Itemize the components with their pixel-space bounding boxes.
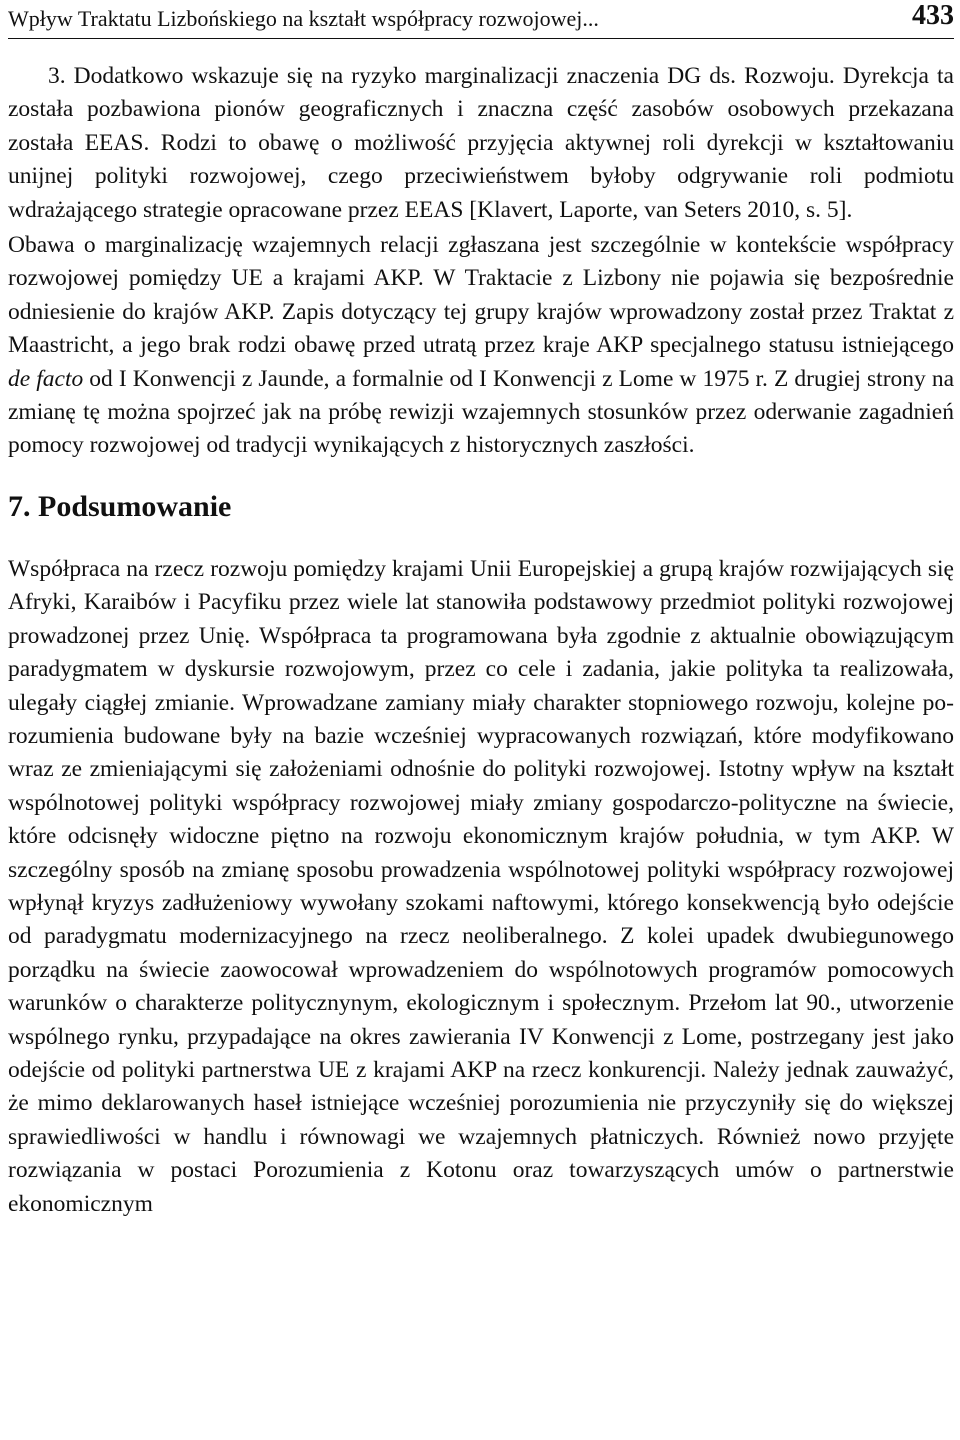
paragraph-text-continued: od I Konwencji z Jaunde, a formalnie od I Konwencji z Lome w 1975 r. Z drugiej strony na zmianę tę można spojrzeć jak na próbę rewizji wzajemnych stosunków przez oderwanie zagadnień pomocy rozwojowej od tradycji wynikających z historycznych zaszłości. bbox=[8, 365, 955, 459]
running-header bbox=[8, 0, 954, 39]
paragraph-point-3: 3. Dodatkowo wskazuje się na ryzyko marginalizacji znaczenia DG ds. Rozwoju. Dyrekcja ta została pozbawiona pionów geograficznych i znaczna część zasobów osobowych przekazana została EEAS. Rodzi to obawę o możliwość przyjęcia aktywnej roli dyrekcji w kształtowaniu unijnej polityki rozwojowej, czego przeciwieństwem byłoby odgrywanie roli podmiotu wdrażającego strategie opracowane przez EEAS [Klavert, Laporte, van Seters 2010, s. 5]. bbox=[8, 63, 954, 223]
document-page bbox=[8, 0, 954, 1440]
section-heading: 7. Podsumowanie bbox=[8, 489, 232, 523]
paragraph-text: Obawa o marginalizację wzajemnych relacji zgłaszana jest szczególnie w kontekście współpracy rozwojowej pomiędzy UE a krajami AKP. W Traktacie z Lizbony nie pojawia się bezpośrednie odniesienie do krajów AKP. Zapis dotyczący tej grupy krajów wprowadzony został przez Traktat z Maastricht, a jego brak rodzi obawę przed utratą przez kraje AKP specjalnego statusu istniejącego bbox=[8, 232, 954, 359]
section-summary bbox=[8, 553, 954, 1221]
body-text bbox=[8, 60, 954, 1221]
running-header-title: Wpływ Traktatu Lizbońskiego na kształt współpracy rozwojowej... bbox=[8, 6, 599, 31]
paragraph-summary: Współpraca na rzecz rozwoju pomiędzy krajami Unii Europejskiej a grupą krajów rozwijających się Afryki, Karaibów i Pacyfiku przez wiele lat stanowiła podstawowy przedmiot polityki rozwojowej prowadzonej przez Unię. Współpraca ta programowana była zgodnie z aktualnie obowiązującym paradygmatem w dyskursie rozwojowym, przez co cele i zadania, jakie polityka ta realizowała, ulegały ciągłej zmianie. Wprowadzane zamiany miały charakter stopniowego rozwoju, kolejne porozumienia budowane były na bazie wcześniej wypracowanych rozwiązań, które modyfikowano wraz ze zmieniającymi się założeniami odnośnie do polityki rozwojowej. Istotny wpływ na kształt wspólnotowej polityki współpracy rozwojowej miały zmiany gospodarczo-polityczne na świecie, które odcisnęły widoczne piętno na rozwoju ekonomicznym krajów południa, w tym AKP. W szczególny sposób na zmianę sposobu prowadzenia wspólnotowej polityki współpracy rozwojowej wpłynął kryzys zadłużeniowy wywołany szokami naftowymi, którego konsekwencją było odejście od paradygmatu modernizacyjnego na rzecz neoliberalnego. Z kolei upadek dwubiegunowego porządku na świecie zaowocował wprowadzeniem do wspólnotowych programów pomocowych warunków o charakterze politycznynym, ekologicznym i społecznym. Przełom lat 90., utworzenie wspólnego rynku, przypadające na okres zawierania IV Konwencji z Lome, postrzegany jest jako odejście od polityki partnerstwa UE z krajami AKP na rzecz konkurencji. Należy jednak zauważyć, że mimo deklarowanych haseł istniejące wcześniej porozumienia nie przyczyniły się do większej sprawiedliwości w handlu i równowagi we wzajemnych płatniczych. Również nowo przyjęte rozwiązania w postaci Porozumienia z Kotonu oraz towarzyszących umów o partnerstwie ekonomicznym bbox=[8, 555, 954, 1217]
italic-phrase: de facto bbox=[8, 365, 84, 392]
paragraph-akp-marginalization bbox=[8, 229, 954, 463]
page-number: 433 bbox=[912, 0, 954, 31]
